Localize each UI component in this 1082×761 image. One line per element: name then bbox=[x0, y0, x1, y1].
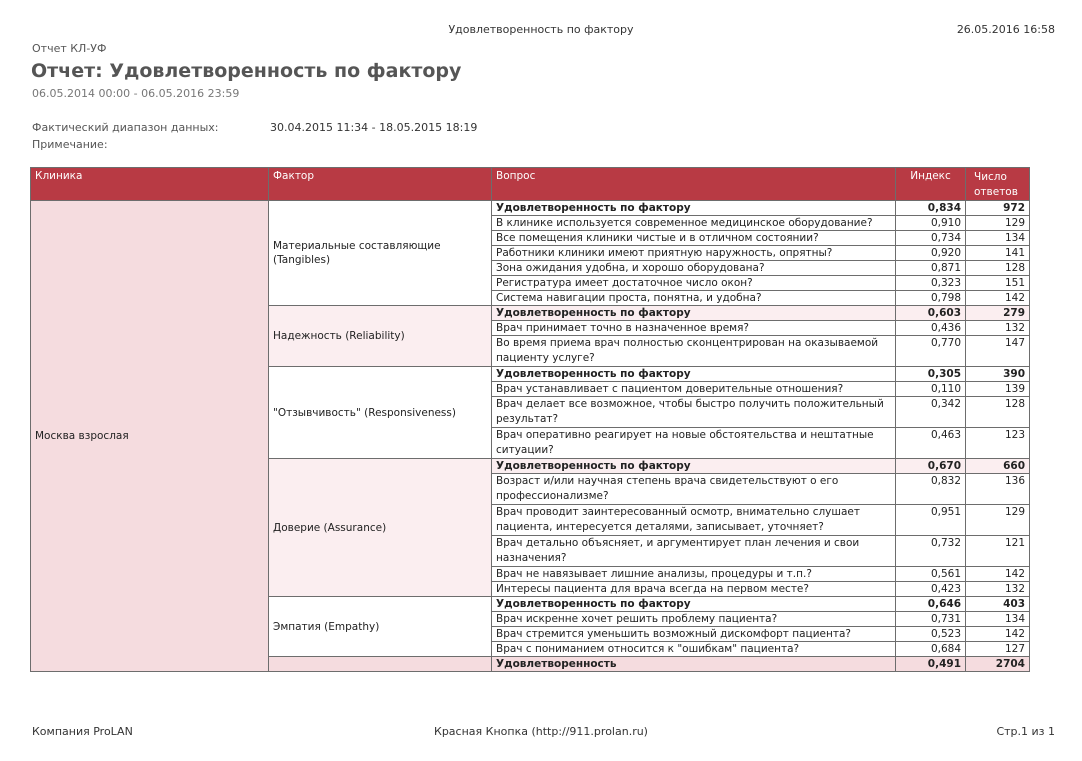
total-question-cell: Удовлетворенность bbox=[492, 657, 896, 672]
index-cell: 0,798 bbox=[896, 291, 966, 306]
count-cell: 127 bbox=[966, 642, 1030, 657]
index-cell: 0,734 bbox=[896, 231, 966, 246]
count-cell: 132 bbox=[966, 321, 1030, 336]
question-cell: Врач стремится уменьшить возможный дискомфорт пациента? bbox=[492, 627, 896, 642]
total-factor-cell bbox=[269, 657, 492, 672]
question-cell: Возраст и/или научная степень врача свидетельствуют о его профессионализме? bbox=[492, 474, 896, 505]
question-cell: Врач детально объясняет, и аргументирует план лечения и свои назначения? bbox=[492, 536, 896, 567]
question-cell: Врач не навязывает лишние анализы, процедуры и т.п.? bbox=[492, 567, 896, 582]
note-label: Примечание: bbox=[32, 138, 108, 151]
count-cell: 141 bbox=[966, 246, 1030, 261]
total-count-cell: 2704 bbox=[966, 657, 1030, 672]
clinic-cell: Москва взрослая bbox=[31, 201, 269, 672]
column-header-count: Число ответов bbox=[966, 168, 1030, 201]
count-cell: 128 bbox=[966, 261, 1030, 276]
question-cell: Зона ожидания удобна, и хорошо оборудована? bbox=[492, 261, 896, 276]
count-cell: 129 bbox=[966, 216, 1030, 231]
question-cell: Интересы пациента для врача всегда на первом месте? bbox=[492, 582, 896, 597]
count-cell: 279 bbox=[966, 306, 1030, 321]
question-cell: Работники клиники имеют приятную наружность, опрятны? bbox=[492, 246, 896, 261]
actual-range-label: Фактический диапазон данных: bbox=[32, 121, 219, 134]
count-cell: 403 bbox=[966, 597, 1030, 612]
question-cell: Удовлетворенность по фактору bbox=[492, 597, 896, 612]
question-cell: Регистратура имеет достаточное число окон? bbox=[492, 276, 896, 291]
count-cell: 660 bbox=[966, 459, 1030, 474]
question-cell: В клинике используется современное медицинское оборудование? bbox=[492, 216, 896, 231]
count-cell: 123 bbox=[966, 428, 1030, 459]
question-cell: Врач делает все возможное, чтобы быстро получить положительный результат? bbox=[492, 397, 896, 428]
factor-cell: "Отзывчивость" (Responsiveness) bbox=[269, 367, 492, 459]
index-cell: 0,463 bbox=[896, 428, 966, 459]
question-cell: Врач с пониманием относится к "ошибкам" пациента? bbox=[492, 642, 896, 657]
index-cell: 0,561 bbox=[896, 567, 966, 582]
index-cell: 0,920 bbox=[896, 246, 966, 261]
index-cell: 0,951 bbox=[896, 505, 966, 536]
factor-cell: Эмпатия (Empathy) bbox=[269, 597, 492, 657]
factor-summary-row bbox=[31, 201, 1030, 216]
count-cell: 139 bbox=[966, 382, 1030, 397]
report-code: Отчет КЛ-УФ bbox=[32, 42, 107, 55]
index-cell: 0,523 bbox=[896, 627, 966, 642]
count-cell: 142 bbox=[966, 627, 1030, 642]
page-header-datetime: 26.05.2016 16:58 bbox=[956, 23, 1055, 36]
index-cell: 0,603 bbox=[896, 306, 966, 321]
factor-cell: Надежность (Reliability) bbox=[269, 306, 492, 367]
index-cell: 0,910 bbox=[896, 216, 966, 231]
report-period: 06.05.2014 00:00 - 06.05.2016 23:59 bbox=[32, 87, 240, 100]
count-cell: 142 bbox=[966, 291, 1030, 306]
count-cell: 129 bbox=[966, 505, 1030, 536]
column-header-question: Вопрос bbox=[492, 168, 896, 201]
question-cell: Врач искренне хочет решить проблему пациента? bbox=[492, 612, 896, 627]
total-index-cell: 0,491 bbox=[896, 657, 966, 672]
count-cell: 134 bbox=[966, 231, 1030, 246]
report-title: Отчет: Удовлетворенность по фактору bbox=[31, 60, 462, 82]
index-cell: 0,110 bbox=[896, 382, 966, 397]
index-cell: 0,732 bbox=[896, 536, 966, 567]
count-cell: 972 bbox=[966, 201, 1030, 216]
footer-product-link[interactable]: Красная Кнопка (http://911.prolan.ru) bbox=[434, 725, 648, 738]
index-cell: 0,305 bbox=[896, 367, 966, 382]
column-header-clinic: Клиника bbox=[31, 168, 269, 201]
question-cell: Удовлетворенность по фактору bbox=[492, 201, 896, 216]
question-cell: Врач проводит заинтересованный осмотр, внимательно слушает пациента, интересуется деталями, записывает, уточняет? bbox=[492, 505, 896, 536]
count-cell: 390 bbox=[966, 367, 1030, 382]
page-header-title: Удовлетворенность по фактору bbox=[448, 23, 634, 36]
table-header-row bbox=[31, 168, 1030, 201]
index-cell: 0,323 bbox=[896, 276, 966, 291]
factor-cell: Материальные составляющие (Tangibles) bbox=[269, 201, 492, 306]
index-cell: 0,770 bbox=[896, 336, 966, 367]
actual-range-value: 30.04.2015 11:34 - 18.05.2015 18:19 bbox=[270, 121, 478, 134]
count-cell: 136 bbox=[966, 474, 1030, 505]
question-cell: Врач принимает точно в назначенное время? bbox=[492, 321, 896, 336]
column-header-index: Индекс bbox=[896, 168, 966, 201]
index-cell: 0,834 bbox=[896, 201, 966, 216]
index-cell: 0,342 bbox=[896, 397, 966, 428]
footer-company: Компания ProLAN bbox=[32, 725, 133, 738]
count-cell: 151 bbox=[966, 276, 1030, 291]
factor-cell: Доверие (Assurance) bbox=[269, 459, 492, 597]
count-cell: 142 bbox=[966, 567, 1030, 582]
column-header-factor: Фактор bbox=[269, 168, 492, 201]
question-cell: Врач оперативно реагирует на новые обстоятельства и нештатные ситуации? bbox=[492, 428, 896, 459]
question-cell: Удовлетворенность по фактору bbox=[492, 306, 896, 321]
count-cell: 128 bbox=[966, 397, 1030, 428]
question-cell: Врач устанавливает с пациентом доверительные отношения? bbox=[492, 382, 896, 397]
count-cell: 121 bbox=[966, 536, 1030, 567]
question-cell: Система навигации проста, понятна, и удобна? bbox=[492, 291, 896, 306]
index-cell: 0,670 bbox=[896, 459, 966, 474]
index-cell: 0,436 bbox=[896, 321, 966, 336]
question-cell: Удовлетворенность по фактору bbox=[492, 459, 896, 474]
report-table bbox=[30, 167, 1030, 672]
question-cell: Во время приема врач полностью сконцентрирован на оказываемой пациенту услуге? bbox=[492, 336, 896, 367]
question-cell: Удовлетворенность по фактору bbox=[492, 367, 896, 382]
footer-page-number: Стр.1 из 1 bbox=[996, 725, 1055, 738]
index-cell: 0,731 bbox=[896, 612, 966, 627]
index-cell: 0,871 bbox=[896, 261, 966, 276]
index-cell: 0,832 bbox=[896, 474, 966, 505]
count-cell: 147 bbox=[966, 336, 1030, 367]
index-cell: 0,646 bbox=[896, 597, 966, 612]
index-cell: 0,423 bbox=[896, 582, 966, 597]
count-cell: 132 bbox=[966, 582, 1030, 597]
question-cell: Все помещения клиники чистые и в отличном состоянии? bbox=[492, 231, 896, 246]
count-cell: 134 bbox=[966, 612, 1030, 627]
index-cell: 0,684 bbox=[896, 642, 966, 657]
